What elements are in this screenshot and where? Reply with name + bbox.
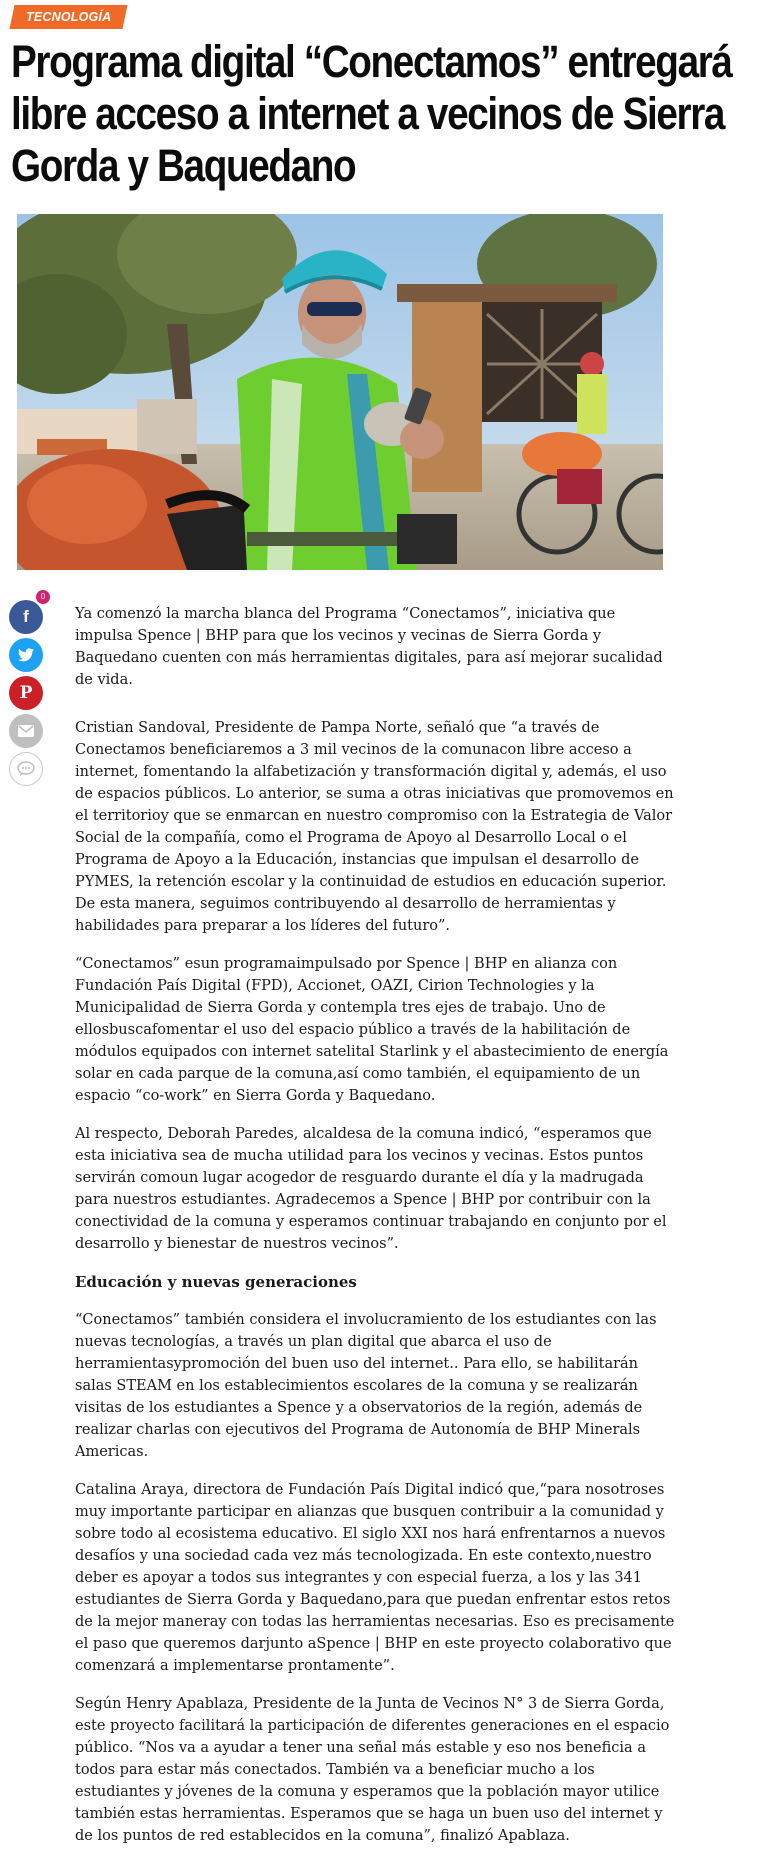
facebook-share-button[interactable] <box>9 600 43 634</box>
article-paragraph: Al respecto, Deborah Paredes, alcaldesa de la comuna indicó, “esperamos que esta iniciativa sea de mucha utilidad para los vecinos y vecinas. Estos puntos servirán comoun lugar acogedor de resguardo durante el día y la madrugada para nuestros estudiantes. Agradecemos a Spence | BHP por contribuir con la conectividad de la comuna y esperamos continuar trabajando en conjunto por el desarrollo y bienestar de nuestros vecinos”. <box>75 1126 667 1252</box>
article-paragraph: Ya comenzó la marcha blanca del Programa “Conectamos”, iniciativa que impulsa Spence | BHP para que los vecinos y vecinas de Sierra Gorda y Baquedano cuenten con más herramientas digitales, para así mejorar sucalidad de vida. <box>75 606 663 688</box>
category-tag-label: TECNOLOGÍA <box>26 10 112 24</box>
twitter-share-button[interactable] <box>9 638 43 672</box>
comment-icon <box>17 761 35 777</box>
email-icon <box>18 725 34 737</box>
article-paragraph: Según Henry Apablaza, Presidente de la Junta de Vecinos N° 3 de Sierra Gorda, este proyecto facilitará la participación de diferentes generaciones en el espacio público. “Nos va a ayudar a tener una señal más estable y eso nos beneficia a todos para estar más conectados. También va a beneficiar mucho a los estudiantes y jóvenes de la comuna y esperamos que la población mayor utilice también estas herramientas. Esperamos que se haga un buen uso del internet y de los puntos de red establecidos en la comuna”, finalizó Apablaza. <box>75 1696 670 1844</box>
article-paragraph: “Conectamos” también considera el involucramiento de los estudiantes con las nuevas tecnologías, a través un plan digital que abarca el uso de herramientasypromoción del buen uso del internet.. Para ello, se habilitarán salas STEAM en los establecimientos escolares de la comuna y se realizarán visitas de los estudiantes a Spence y a observatorios de la región, además de realizar charlas con ejecutivos del Programa de Autonomía de BHP Minerals Americas. <box>75 1312 657 1460</box>
hero-photo-illustration <box>17 214 663 570</box>
facebook-icon: f <box>23 607 29 626</box>
hero-photo <box>17 214 663 570</box>
article-paragraph: “Conectamos” esun programaimpulsado por Spence | BHP en alianza con Fundación País Digital (FPD), Accionet, OAZI, Cirion Technologies y la Municipalidad de Sierra Gorda y contempla tres ejes de trabajo. Uno de ellosbuscafomentar el uso del espacio público a través de la habilitación de módulos equipados con internet satelital Starlink y el abastecimiento de energía solar en cada parque de la comuna,así como también, el equipamiento de un espacio “co-work” en Sierra Gorda y Baquedano. <box>75 956 669 1104</box>
pinterest-icon: P <box>19 683 33 703</box>
article-subheading: Educación y nuevas generaciones <box>75 1273 357 1291</box>
category-tag[interactable] <box>9 5 127 29</box>
article-paragraph: Catalina Araya, directora de Fundación País Digital indicó que,“para nosotroses muy importante participar en alianzas que busquen contribuir a la comunidad y sobre todo al ecosistema educativo. El siglo XXI nos hará enfrentarnos a nuevos desafíos y una sociedad cada vez más tecnologizada. En este contexto,nuestro deber es apoyar a todos sus integrantes y con especial fuerza, a los y las 341 estudiantes de Sierra Gorda y Baquedano,para que puedan enfrentar estos retos de la mejor maneray con todas las herramientas necesarias. Eso es precisamente el paso que queremos darjunto aSpence | BHP en este proyecto colaborativo que comenzará a implementarse prontamente”. <box>75 1482 675 1674</box>
email-share-button[interactable] <box>9 714 43 748</box>
article-headline: Programa digital “Conectamos” entregará libre acceso a internet a vecinos de Sierra Gorda y Baquedano <box>11 36 732 191</box>
pinterest-share-button[interactable] <box>9 676 43 710</box>
twitter-icon <box>18 648 34 662</box>
comment-button[interactable] <box>9 752 43 786</box>
share-count-badge: 0 <box>34 588 52 606</box>
article-paragraph: Cristian Sandoval, Presidente de Pampa Norte, señaló que “a través de Conectamos beneficiaremos a 3 mil vecinos de la comunacon libre acceso a internet, fomentando la alfabetización y transformación digital y, además, el uso de espacios públicos. Lo anterior, se suma a otras iniciativas que promovemos en el territorioy que se enmarcan en nuestro compromiso con la Estrategia de Valor Social de la compañía, como el Programa de Apoyo al Desarrollo Local o el Programa de Apoyo a la Educación, instancias que impulsan el desarrollo de PYMES, la retención escolar y la continuidad de estudios en educación superior. De esta manera, seguimos contribuyendo al desarrollo de herramientas y habilidades para preparar a los líderes del futuro”. <box>75 720 674 934</box>
article-body <box>75 603 675 1863</box>
share-bar <box>9 592 46 790</box>
